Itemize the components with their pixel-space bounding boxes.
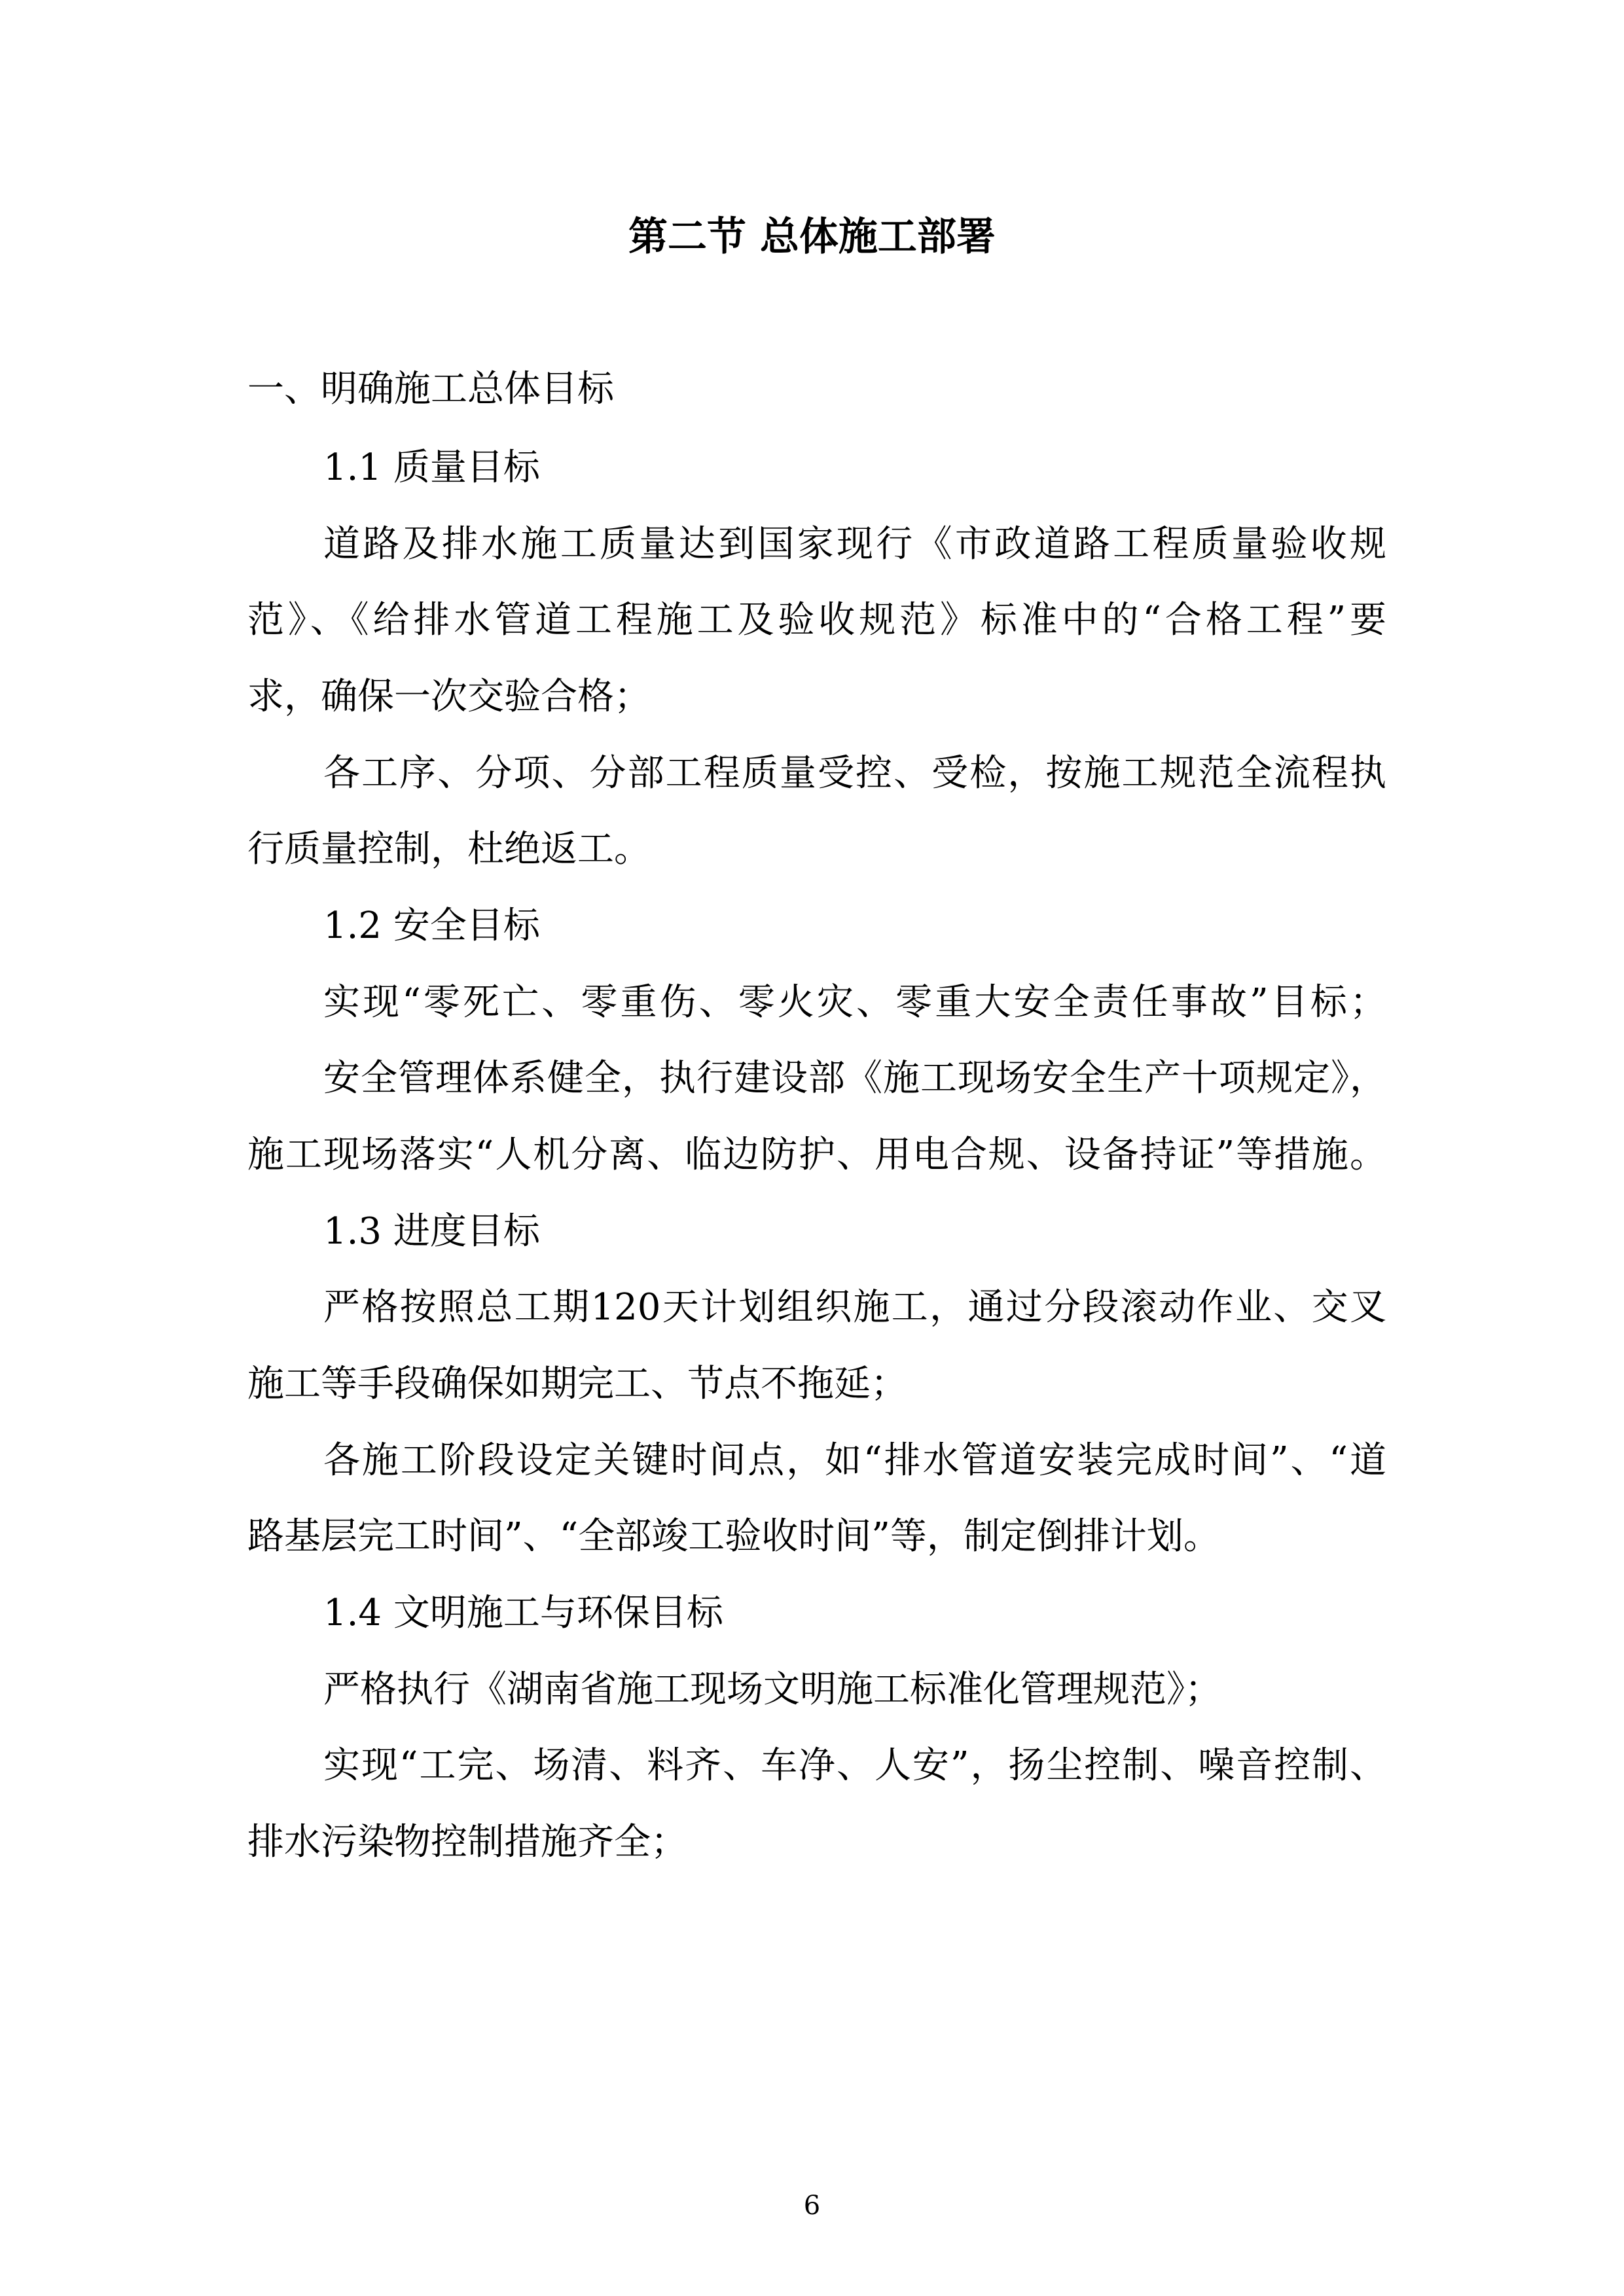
paragraph-line: 严格按照总工期120天计划组织施工，通过分段滚动作业、交叉 bbox=[323, 1286, 1386, 1329]
paragraph-line: 行质量控制，杜绝返工。 bbox=[247, 828, 651, 870]
paragraph-line: 各施工阶段设定关键时间点，如“排水管道安装完成时间”、“道 bbox=[323, 1439, 1386, 1482]
paragraph-line: 路基层完工时间”、“全部竣工验收时间”等，制定倒排计划。 bbox=[247, 1515, 1220, 1558]
paragraph-line: 求，确保一次交验合格； bbox=[247, 675, 651, 718]
paragraph-line: 安全管理体系健全，执行建设部《施工现场安全生产十项规定》， bbox=[323, 1057, 1386, 1100]
subheading-civilized-construction: 1.4 文明施工与环保目标 bbox=[323, 1592, 723, 1634]
page-number: 6 bbox=[803, 2191, 821, 2221]
paragraph-line: 施工现场落实“人机分离、临边防护、用电合规、设备持证”等措施。 bbox=[247, 1134, 1386, 1176]
paragraph-line: 严格执行《湖南省施工现场文明施工标准化管理规范》； bbox=[323, 1668, 1221, 1711]
subheading-schedule: 1.3 进度目标 bbox=[323, 1210, 540, 1253]
paragraph-line: 实现“零死亡、零重伤、零火灾、零重大安全责任事故”目标； bbox=[323, 981, 1386, 1024]
paragraph-line: 各工序、分项、分部工程质量受控、受检，按施工规范全流程执 bbox=[323, 752, 1386, 795]
paragraph-line: 实现“工完、场清、料齐、车净、人安”，扬尘控制、噪音控制、 bbox=[323, 1744, 1386, 1787]
subheading-safety: 1.2 安全目标 bbox=[323, 905, 540, 947]
section-title: 第二节 总体施工部署 bbox=[628, 214, 996, 260]
paragraph-line: 范》、《给排水管道工程施工及验收规范》标准中的“合格工程”要 bbox=[247, 599, 1386, 641]
subheading-quality: 1.1 质量目标 bbox=[323, 446, 540, 489]
paragraph-line: 排水污染物控制措施齐全； bbox=[247, 1821, 687, 1863]
heading-1: 一、明确施工总体目标 bbox=[247, 368, 614, 410]
paragraph-line: 施工等手段确保如期完工、节点不拖延； bbox=[247, 1363, 907, 1405]
paragraph-line: 道路及排水施工质量达到国家现行《市政道路工程质量验收规 bbox=[323, 523, 1386, 565]
